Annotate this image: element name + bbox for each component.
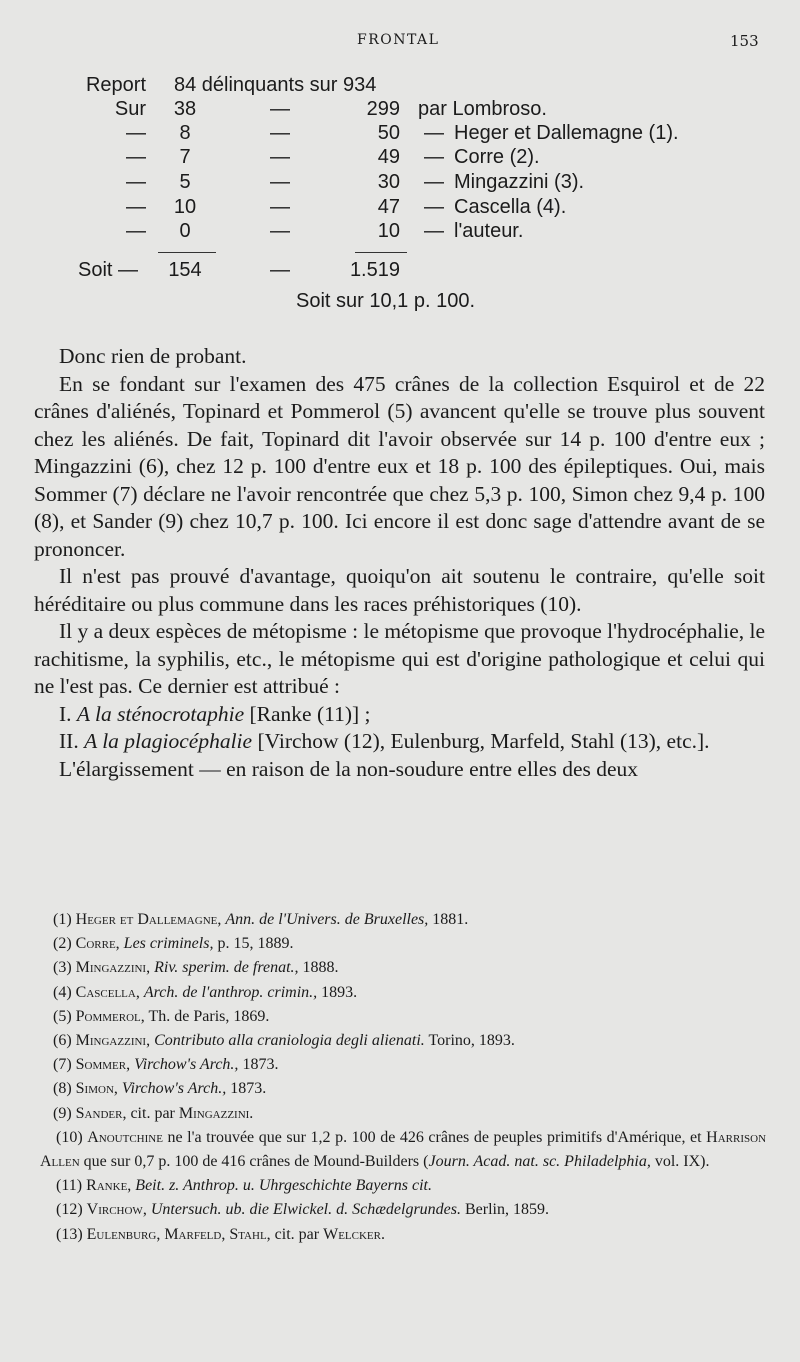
sum-label: Soit — [78,259,139,281]
footnote-title: Arch. de l'anthrop. crimin., [143,983,318,1001]
sum-dash: — [270,259,290,281]
footnote-author: Ranke, [86,1177,132,1195]
table-row-source: Cascella (4). [454,196,567,218]
footnote-author: Anoutchine [87,1128,163,1146]
table-row-sep: — [424,220,444,242]
sum-rule [158,252,216,253]
footnotes [40,908,766,1247]
ratio-line: Soit sur 10,1 p. 100. [296,290,476,312]
footnote-author: Cascella, [75,983,140,1001]
table-row-count: 7 [179,146,191,168]
running-title: FRONTAL [357,32,440,48]
footnote [40,1005,766,1029]
table-row-label: — [126,146,146,168]
footnote-number: (12) [56,1201,83,1219]
footnote-text: 1888. [298,959,339,977]
footnote-number: (7) [53,1056,72,1074]
footnote-author: Pommerol, [75,1007,145,1025]
list-item-text: [Virchow (12), Eulenburg, Marfeld, Stahl (13), etc.]. [252,729,710,753]
table-row-dash: — [270,220,290,242]
footnote-author: Sommer, [75,1056,131,1074]
footnote-text: cit. par [130,1104,179,1122]
table-row-total: 30 [377,171,400,193]
paragraph: En se fondant sur l'examen des 475 crânes de la collection Esquirol et de 22 crânes d'aliénés, Topinard et Pommerol (5) avancent qu'elle se trouve plus souvent chez les aliénés. De fait, Topinard dit l'avoir observée sur 14 p. 100 d'entre eux ; Mingazzini (6), chez 12 p. 100 d'entre eux et 18 p. 100 des épileptiques. Oui, mais Sommer (7) déclare ne l'avoir rencontrée que chez 5,3 p. 100, Simon chez 9,4 p. 100 (8), et Sander (9) chez 10,7 p. 100. Ici encore il est donc sage d'attendre avant de se prononcer. [34,371,765,561]
table-row-count: 8 [179,122,191,144]
table-row-dash: — [270,98,290,120]
footnote-author: Simon, [75,1080,118,1098]
footnote-author: Welcker. [323,1225,385,1243]
sum-rule [355,252,407,253]
table-row-sep: — [424,171,444,193]
paragraph: Il n'est pas prouvé d'avantage, quoiqu'on ait soutenu le contraire, qu'elle soit héréditaire ou plus commune dans les races préhistoriques (10). [34,564,765,616]
footnote-text: ne l'a trouvée que sur 1,2 p. 100 de 426 crânes de peuples primitifs d'Amérique, et [162,1128,707,1146]
paragraph: Donc rien de probant. [59,344,247,368]
footnote-text: cit. par [270,1225,324,1243]
table-row-source: Mingazzini (3). [454,171,585,193]
table-row-source: Heger et Dallemagne (1). [454,122,679,144]
footnote-title: Virchow's Arch., [121,1080,227,1098]
footnote-text: Torino, 1893. [424,1032,515,1050]
footnote-text: que sur 0,7 p. 100 de 416 crânes de Mound-Builders ( [79,1153,429,1171]
footnote-number: (8) [53,1080,72,1098]
footnote-number: (10) [56,1128,83,1146]
list-item-text: [Ranke (11)] ; [244,701,371,726]
footnote-text: 1873. [238,1056,279,1074]
footnote-author: Sander, [75,1104,127,1122]
paragraph: Il y a deux espèces de métopisme : le métopisme que provoque l'hydrocéphalie, le rachitisme, la syphilis, etc., le métopisme qui est d'origine pathologique et celui qui ne l'est pas. Ce dernier est attribué : [34,619,765,698]
footnote-title: Journ. Acad. nat. sc. Philadelphia, [428,1153,651,1171]
list-item-title: A la sténocrotaphie [76,701,245,726]
footnote-title: Les criminels, [123,935,214,953]
footnote-text: Berlin, 1859. [461,1201,549,1219]
footnote-number: (13) [56,1225,83,1243]
footnote-text: p. 15, 1889. [213,935,294,953]
table-row-dash: — [270,171,290,193]
page-number: 153 [730,32,759,50]
paragraph: L'élargissement — en raison de la non-soudure entre elles des deux [59,756,639,781]
footnote-author: Eulenburg, Marfeld, Stahl, [86,1225,271,1243]
list-item [34,728,765,756]
sum-total: 1.519 [349,259,400,281]
footnote-author: Mingazzini. [178,1104,254,1122]
footnote-text: vol. IX). [650,1153,710,1171]
footnote-author: Corre, [75,935,120,953]
table-row-count: 38 [173,98,197,120]
table-row-label: — [126,122,146,144]
footnote [40,1102,766,1126]
list-item [34,701,765,729]
table-row-source: par Lombroso. [418,98,547,120]
footnote [40,1029,766,1053]
table-row-source: Corre (2). [454,146,540,168]
footnote-number: (2) [53,935,72,953]
table-row-total: 47 [377,196,400,218]
footnote-number: (4) [53,983,72,1001]
footnote [40,1223,766,1247]
table-row-count: 10 [173,196,197,218]
footnote-text: Th. de Paris, 1869. [148,1007,270,1025]
footnote-title: Riv. sperim. de frenat., [154,959,299,977]
footnote-author: Virchow, [86,1201,147,1219]
table-row-sep: — [424,122,444,144]
footnote [40,1053,766,1077]
footnote-title: Untersuch. ub. die Elwickel. d. Schædelgrundes. [150,1201,461,1219]
table-row-label: Report [85,74,146,96]
footnote-text: 1881. [428,911,469,928]
footnote-number: (5) [53,1007,72,1025]
table-row-count: 0 [179,220,191,242]
footnote-author: Heger et Dallemagne, [75,911,222,928]
footnote [40,981,766,1005]
table-row-sep: — [424,146,444,168]
footnote-author: Mingazzini, [75,959,151,977]
sum-count: 154 [168,259,202,281]
table-row-total: 299 [366,98,400,120]
table-row-label: — [126,220,146,242]
table-row-label: Sur [114,98,146,120]
footnote-number: (11) [56,1177,83,1195]
footnote-text: 1893. [317,983,358,1001]
list-number: I. [59,701,72,726]
footnote-number: (3) [53,959,72,977]
footnote-number: (9) [53,1104,72,1122]
list-item-title: A la plagiocéphalie [84,729,253,753]
table-row-dash: — [270,122,290,144]
table-row-label: — [126,196,146,218]
footnote-author: Harrison Allen [40,1128,767,1171]
footnote-author: Mingazzini, [75,1032,151,1050]
footnote-number: (6) [53,1032,72,1050]
table-row-dash: — [270,196,290,218]
table-row-dash: — [270,146,290,168]
footnote [40,908,766,932]
table-row-sep: — [424,196,444,218]
footnote-title: Virchow's Arch., [134,1056,239,1074]
footnote [40,1174,766,1198]
footnote-number: (1) [53,911,72,928]
footnote [40,932,766,956]
table-row-total: 10 [377,220,400,242]
footnote-text: 1873. [226,1080,267,1098]
main-text [34,343,765,783]
footnote [40,1126,766,1174]
table-row-count: 5 [179,171,191,193]
footnote-title: Contributo alla craniologia degli alienati. [154,1032,425,1050]
footnote [40,1198,766,1222]
list-number: II. [59,729,79,753]
table-row-label: — [126,171,146,193]
table-row-total: 50 [377,122,400,144]
footnote [40,956,766,980]
table-row-count: 84 délinquants sur 934 [174,74,377,96]
table-row-total: 49 [377,146,400,168]
table-row-source: l'auteur. [454,220,524,242]
footnote [40,1077,766,1101]
footnote-title: Beit. z. Anthrop. u. Uhrgeschichte Bayerns cit. [135,1177,432,1195]
footnote-title: Ann. de l'Univers. de Bruxelles, [225,911,429,928]
